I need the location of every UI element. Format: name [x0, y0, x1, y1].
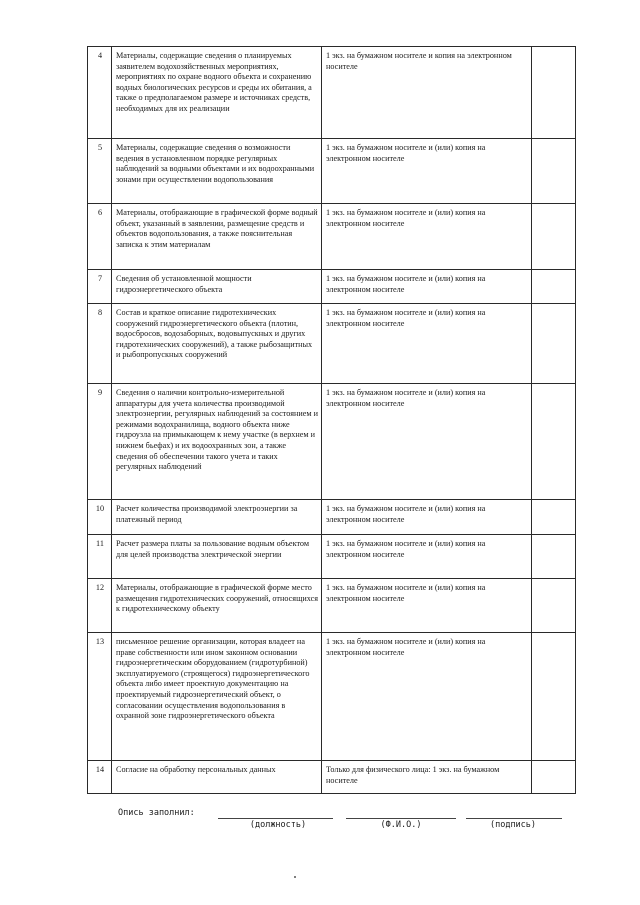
- signature-block: [118, 808, 578, 838]
- table-row: [88, 761, 576, 794]
- signature-line[interactable]: [466, 818, 562, 819]
- document-form: 1 экз. на бумажном носителе и (или) копия на электронном носителе: [322, 579, 532, 633]
- document-description: Материалы, отображающие в графической форме место размещения гидротехнических сооружений, относящихся к гидротехническому объекту: [112, 579, 322, 633]
- name-caption: (Ф.И.О.): [380, 820, 422, 830]
- table-row: [88, 204, 576, 270]
- row-number: 14: [88, 761, 112, 794]
- row-mark-cell: [532, 579, 576, 633]
- row-number: 10: [88, 500, 112, 535]
- table-row: [88, 579, 576, 633]
- row-mark-cell: [532, 270, 576, 304]
- document-description: Материалы, отображающие в графической форме водный объект, указанный в заявлении, размещение средств и объектов водопользования, а также пояснительная записка к этим материалам: [112, 204, 322, 270]
- row-number: 11: [88, 535, 112, 579]
- table-row: [88, 47, 576, 139]
- row-mark-cell: [532, 47, 576, 139]
- document-form: 1 экз. на бумажном носителе и (или) копия на электронном носителе: [322, 270, 532, 304]
- row-mark-cell: [532, 500, 576, 535]
- table-row: [88, 500, 576, 535]
- table-row: [88, 139, 576, 204]
- row-mark-cell: [532, 204, 576, 270]
- row-number: 9: [88, 384, 112, 500]
- row-mark-cell: [532, 304, 576, 384]
- document-form: 1 экз. на бумажном носителе и (или) копия на электронном носителе: [322, 139, 532, 204]
- row-number: 8: [88, 304, 112, 384]
- row-mark-cell: [532, 535, 576, 579]
- row-number: 12: [88, 579, 112, 633]
- document-description: Материалы, содержащие сведения о возможности ведения в установленном порядке регулярных наблюдений за водными объектами и их водоохранными зонами при осуществлении водопользования: [112, 139, 322, 204]
- signature-caption: (подпись): [489, 820, 537, 830]
- name-line[interactable]: [346, 818, 456, 819]
- document-form: 1 экз. на бумажном носителе и (или) копия на электронном носителе: [322, 304, 532, 384]
- table-row: [88, 633, 576, 761]
- document-description: Состав и краткое описание гидротехнических сооружений гидроэнергетического объекта (плотин, водосбросов, водозаборных, водовыпускных и других гидротехнических сооружений), а также рыбозащитных и рыбопропускных сооружений: [112, 304, 322, 384]
- document-form: Только для физического лица: 1 экз. на бумажном носителе: [322, 761, 532, 794]
- row-number: 7: [88, 270, 112, 304]
- document-description: Сведения об установленной мощности гидроэнергетического объекта: [112, 270, 322, 304]
- document-description: Расчет размера платы за пользование водным объектом для целей производства электрической энергии: [112, 535, 322, 579]
- row-mark-cell: [532, 139, 576, 204]
- row-mark-cell: [532, 761, 576, 794]
- table-row: [88, 270, 576, 304]
- document-form: 1 экз. на бумажном носителе и (или) копия на электронном носителе: [322, 500, 532, 535]
- position-caption: (должность): [249, 820, 307, 830]
- table-row: [88, 384, 576, 500]
- document-form: 1 экз. на бумажном носителе и (или) копия на электронном носителе: [322, 204, 532, 270]
- document-form: 1 экз. на бумажном носителе и (или) копия на электронном носителе: [322, 384, 532, 500]
- document-description: письменное решение организации, которая владеет на праве собственности или ином законном основании гидроэнергетическим оборудованием (гидротурбиной) эксплуатируемого (строящегося) гидроэнергетического объекта либо имеет проектную документацию на проектируемый гидроэнергетический объект, о согласовании осуществления водопользования в охранной зоне гидроэнергетического объекта: [112, 633, 322, 761]
- document-description: Расчет количества производимой электроэнергии за платежный период: [112, 500, 322, 535]
- document-form: 1 экз. на бумажном носителе и (или) копия на электронном носителе: [322, 535, 532, 579]
- document-form: 1 экз. на бумажном носителе и (или) копия на электронном носителе: [322, 633, 532, 761]
- scan-speck: [294, 876, 296, 878]
- document-form: 1 экз. на бумажном носителе и копия на электронном носителе: [322, 47, 532, 139]
- row-number: 13: [88, 633, 112, 761]
- document-description: Сведения о наличии контрольно-измерительной аппаратуры для учета количества производимой электроэнергии, регулярных наблюдений за состоянием и режимами водохранилища, водного объекта ниже гидроузла на примыкающем к нему участке (в верхнем и нижнем бьефах) и их водоохранных зон, а также сведения об обеспечении такого учета и таких регулярных наблюдений: [112, 384, 322, 500]
- table-row: [88, 304, 576, 384]
- document-description: Материалы, содержащие сведения о планируемых заявителем водохозяйственных мероприятиях, мероприятиях по охране водного объекта и сохранению водных биологических ресурсов и среды их обитания, а также о предполагаемом размере и источниках средств, необходимых для их реализации: [112, 47, 322, 139]
- signature-label: Опись заполнил:: [118, 808, 195, 818]
- row-number: 5: [88, 139, 112, 204]
- documents-table-body: [88, 47, 576, 794]
- row-number: 6: [88, 204, 112, 270]
- position-line[interactable]: [218, 818, 333, 819]
- table-row: [88, 535, 576, 579]
- documents-table: [87, 46, 576, 794]
- row-number: 4: [88, 47, 112, 139]
- document-description: Согласие на обработку персональных данных: [112, 761, 322, 794]
- row-mark-cell: [532, 633, 576, 761]
- row-mark-cell: [532, 384, 576, 500]
